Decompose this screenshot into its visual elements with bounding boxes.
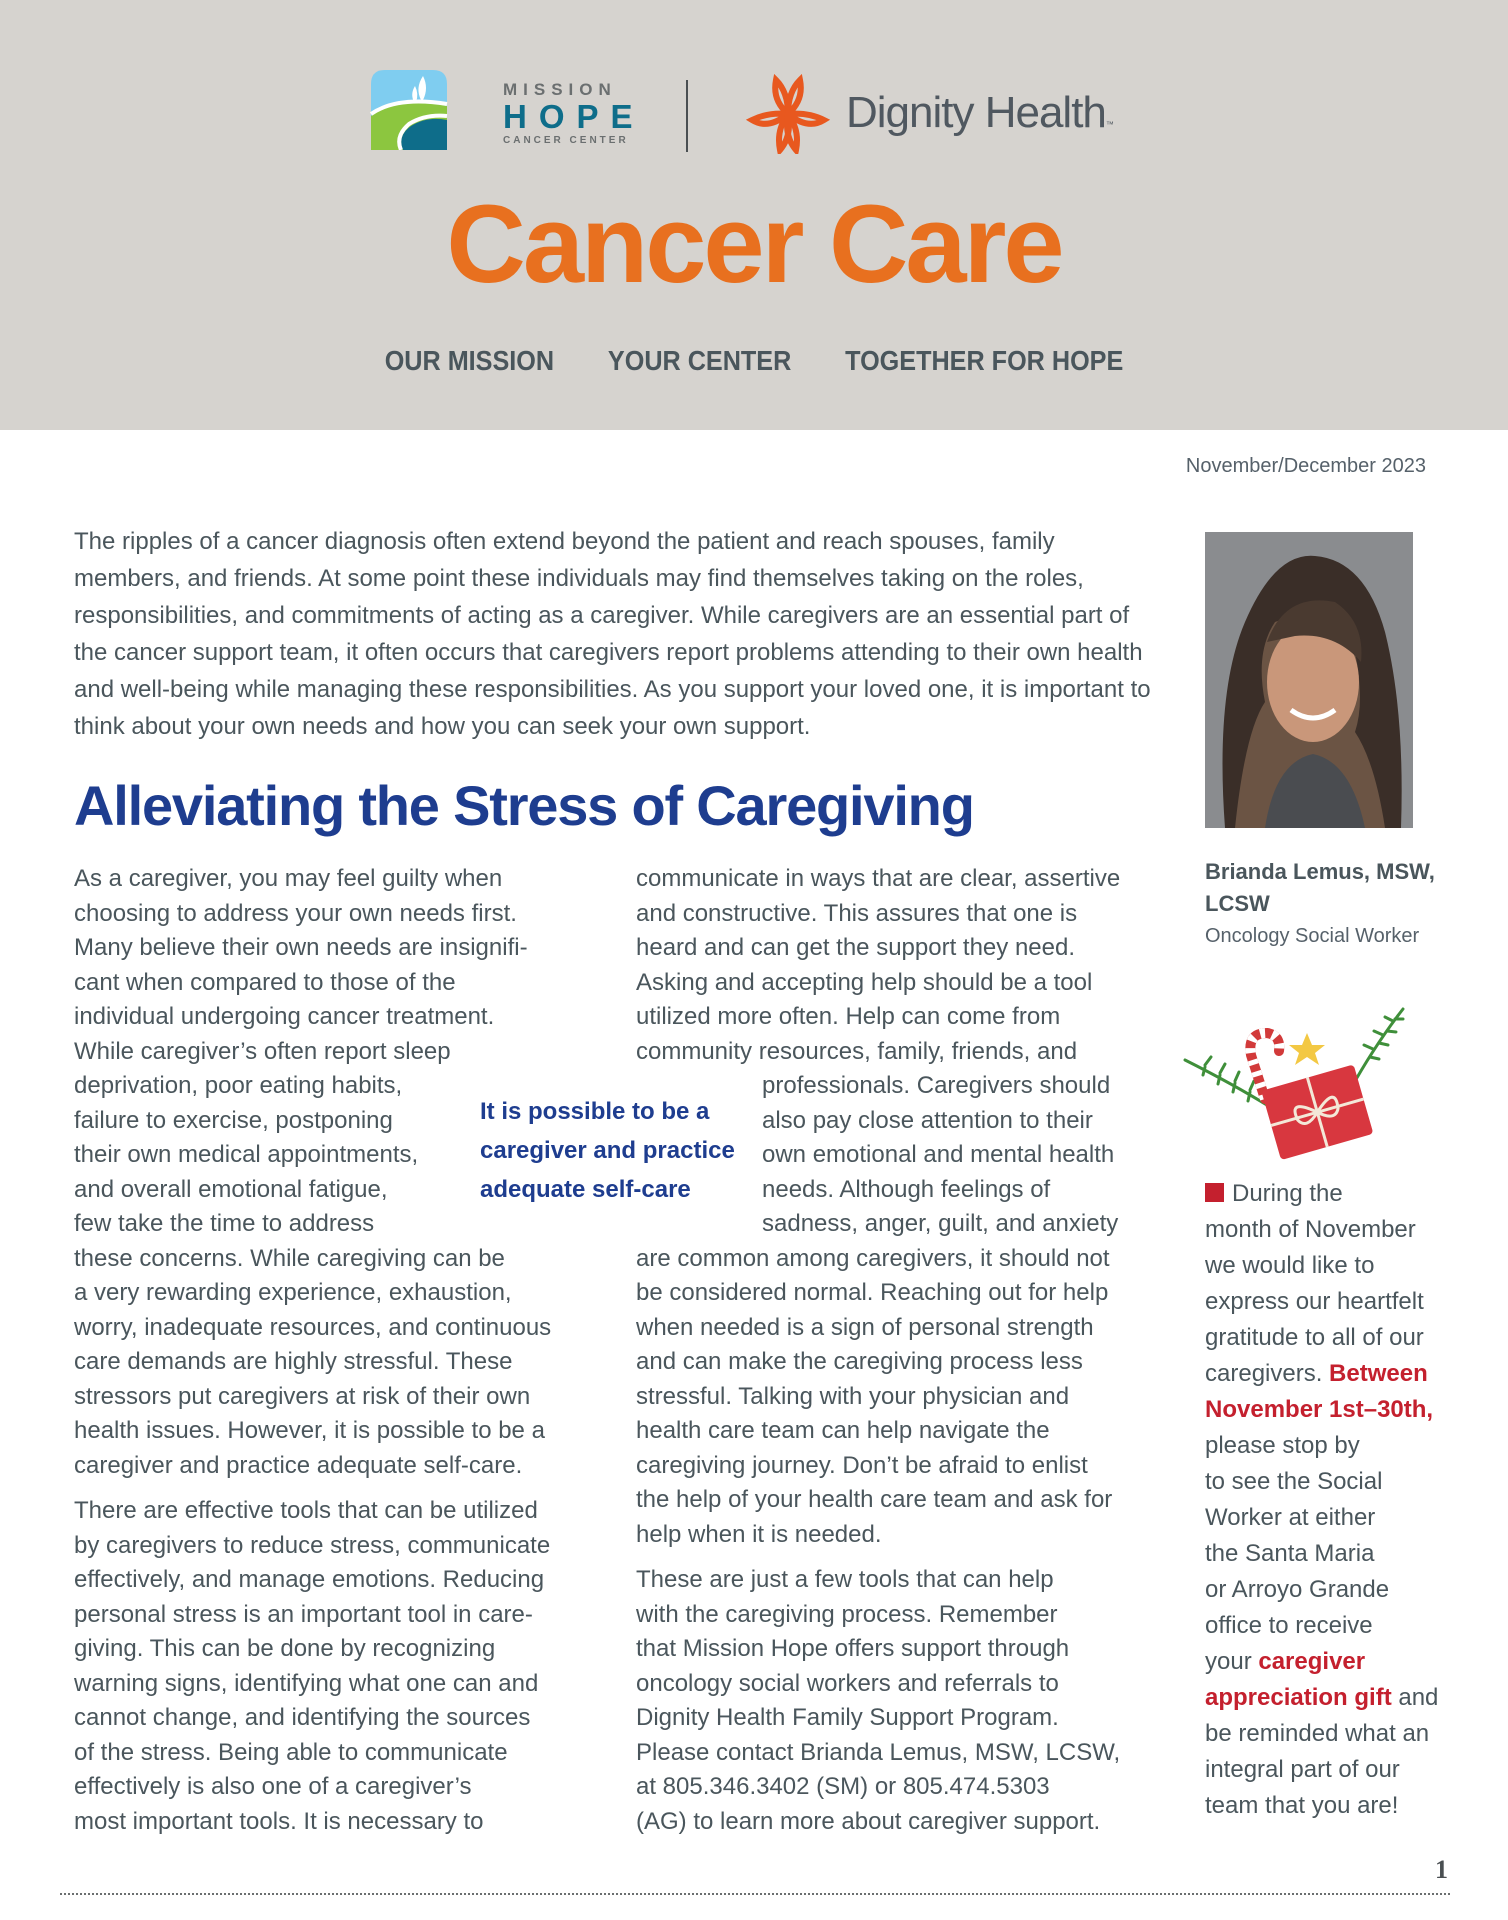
dignity-health-logo <box>742 74 1142 154</box>
masthead <box>0 0 1508 430</box>
trademark-symbol: ™ <box>1105 120 1114 129</box>
highlight-gift: caregiver <box>1258 1648 1366 1675</box>
dignity-health-wordmark: Dignity Health <box>846 88 1106 137</box>
article-paragraph: communicate in ways that are clear, assertive and constructive. This assures that one is heard and can get the support they need. Asking and accepting help should be a tool utilized more often. Help can come from community resources, family, friends, and professionals. Caregivers should also pay close attention to their own emotional and mental health needs. Although feelings of sadness, anger, guilt, and anxiety are common among caregivers, it should not be considered normal. Reaching out for help when needed is a sign of personal strength and can make the caregiving process less stressful. Talking with your physician and health care team can help navigate the caregiving journey. Don’t be afraid to enlist the help of your health care team and ask for help when it is needed. <box>636 865 1121 1548</box>
article-paragraph: There are effective tools that can be utilized by caregivers to reduce stress, communicate effectively, and manage emotions. Reducing personal stress is an important tool in care- giving. This can be done by recognizing warning signs, identifying what one can and cannot change, and identifying the sources of the stress. Being able to communicate effectively is also one of a caregiver’s most important tools. It is necessary to <box>74 1497 551 1835</box>
tagline-item-mission: OUR MISSION <box>384 345 555 376</box>
intro-paragraph: The ripples of a cancer diagnosis often extend beyond the patient and reach spouses, family members, and friends. At some point these individuals may find themselves taking on the roles, responsibilities, and commitments of acting as a caregiver. While caregivers are an essential part of the cancer support team, it often occurs that caregivers report problems attending to their own health and well-being while managing these responsibilities. As you support your loved one, it is important to think about your own needs and how you can seek your own support. <box>74 528 1151 740</box>
holiday-gift-illustration-icon <box>1175 995 1415 1170</box>
tagline-item-hope: TOGETHER FOR HOPE <box>845 345 1124 376</box>
mission-hope-line1: MISSION <box>503 80 617 99</box>
staff-role: Oncology Social Worker <box>1205 925 1420 947</box>
staff-name: Brianda Lemus, MSW, LCSW <box>1205 859 1435 916</box>
article-paragraph: These are just a few tools that can help with the caregiving process. Remember that Mission Hope offers support through oncology social workers and referrals to Dignity Health Family Support Program. Please contact Brianda Lemus, MSW, LCSW, at 805.346.3402 (SM) or 805.474.5303 (AG) to learn more about caregiver support. <box>636 1566 1121 1835</box>
pull-quote: It is possible to be a caregiver and practice adequate self-care <box>480 1098 735 1203</box>
highlight-dates: November 1st–30th, <box>1205 1396 1434 1423</box>
staff-portrait <box>1205 532 1413 828</box>
page-number: 1 <box>1435 1855 1448 1884</box>
mission-hope-line3: CANCER CENTER <box>503 135 629 146</box>
highlight-gift: appreciation gift <box>1205 1684 1392 1711</box>
red-square-bullet-icon <box>1205 1183 1224 1202</box>
caregiver-appreciation-note: During the month of November we would like to express our heartfelt gratitude to all of our caregivers. Between November 1st–30th, please stop by to see the Social Worker at either the Santa Maria or Arroyo Grande office to receive your caregiver appreciation gift and be reminded what an integral part of our team that you are! <box>1205 1176 1465 1824</box>
footer-dotted-divider <box>60 1893 1450 1895</box>
highlight-dates: Between <box>1329 1360 1428 1387</box>
portrait-photo-icon <box>1205 532 1413 828</box>
article-column-2 <box>636 862 1156 1850</box>
article-paragraph: As a caregiver, you may feel guilty when choosing to address your own needs first. Many believe their own needs are insignifi- cant when compared to those of the individual undergoing cancer treatment. While caregiver’s often report sleep deprivation, poor eating habits, failure to exercise, postponing their own medical appointments, and overall emotional fatigue, few take the time to address these concerns. While caregiving can be a very rewarding experience, exhaustion, worry, inadequate resources, and continuous care demands are highly stressful. These stressors put caregivers at risk of their own health issues. However, it is possible to be a caregiver and practice adequate self-care. <box>74 865 552 1479</box>
mission-hope-landscape-icon <box>367 66 451 150</box>
article-headline: Alleviating the Stress of Caregiving <box>74 774 974 837</box>
newsletter-title: Cancer Care <box>446 183 1062 306</box>
logo-bar <box>0 62 1508 162</box>
mission-hope-line2: HOPE <box>503 98 645 135</box>
article-column-1 <box>74 862 594 1850</box>
logo-divider <box>686 80 688 152</box>
tagline-item-center: YOUR CENTER <box>607 345 792 376</box>
dignity-health-flower-icon <box>742 74 834 154</box>
mission-hope-logo <box>367 66 645 154</box>
tagline <box>75 345 1432 377</box>
issue-date: November/December 2023 <box>1185 455 1426 477</box>
